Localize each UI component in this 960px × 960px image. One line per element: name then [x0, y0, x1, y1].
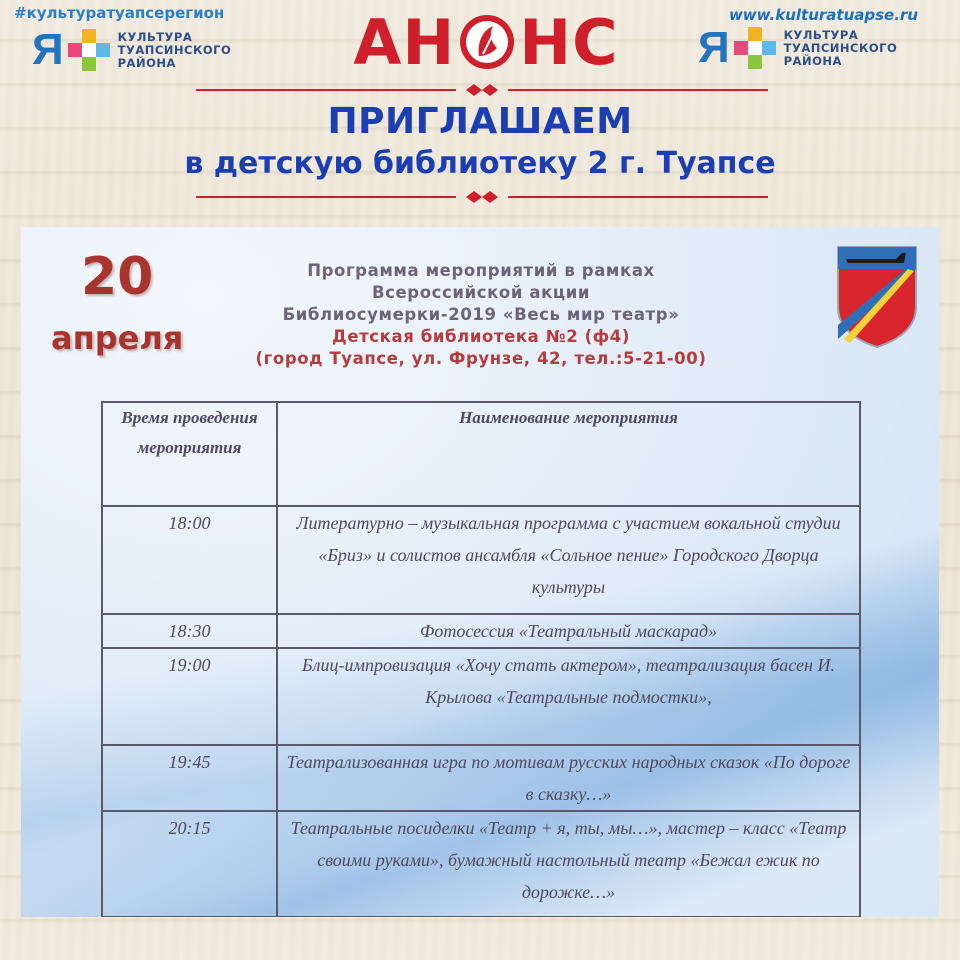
date-month: апреля — [51, 319, 184, 357]
event-time: 18:30 — [102, 614, 277, 648]
event-name: Фотосессия «Театральный маскарад» — [277, 614, 860, 648]
table-header-time: Время проведения мероприятия — [102, 402, 277, 506]
event-time: 19:45 — [102, 745, 277, 811]
brand-letter: Я — [698, 23, 730, 72]
table-row — [102, 811, 860, 917]
ornament-divider-top — [196, 83, 768, 97]
cross-logo-icon — [734, 27, 776, 69]
brand-logo-right — [698, 23, 898, 72]
anons-title — [346, 6, 626, 78]
brand-text: КУЛЬТУРА ТУАПСИНСКОГО РАЙОНА — [117, 29, 232, 70]
anons-right: НС — [519, 5, 619, 79]
event-name: Литературно – музыкальная программа с участием вокальной студии «Бриз» и солистов ансамбля «Сольное пение» Городского Дворца культуры — [277, 506, 860, 614]
anons-left: АН — [353, 5, 456, 79]
schedule-table — [101, 401, 861, 917]
program-title: Программа мероприятий в рамках Всероссийской акции Библиосумерки-2019 «Весь мир театр» Детская библиотека №2 (ф4) (город Туапсе, ул. Фрунзе, 42, тел.:5-21-00) — [201, 260, 761, 370]
library-address: (город Туапсе, ул. Фрунзе, 42, тел.:5-21-00) — [255, 349, 707, 368]
table-row — [102, 648, 860, 745]
cross-logo-icon — [68, 29, 110, 71]
event-name: Блиц-импровизация «Хочу стать актером», театрализация басен И. Крылова «Театральные подмостки», — [277, 648, 860, 745]
brand-letter: Я — [32, 25, 64, 74]
brand-text: КУЛЬТУРА ТУАПСИНСКОГО РАЙОНА — [783, 27, 898, 68]
event-poster — [21, 227, 939, 917]
table-header-event: Наименование мероприятия — [277, 402, 860, 506]
table-row — [102, 745, 860, 811]
table-header-row — [102, 402, 860, 506]
event-name: Театральные посиделки «Театр + я, ты, мы…», мастер – класс «Театр своими руками», бумажный настольный театр «Бежал ежик по дорожке…» — [277, 811, 860, 917]
site-url[interactable]: www.kulturatuapse.ru — [728, 6, 918, 24]
invite-subheading: в детскую библиотеку 2 г. Туапсе — [184, 146, 776, 181]
event-name: Театрализованная игра по мотивам русских народных сказок «По дороге в сказку…» — [277, 745, 860, 811]
library-name: Детская библиотека №2 (ф4) — [332, 327, 630, 346]
date-day: 20 — [81, 247, 154, 307]
event-time: 19:00 — [102, 648, 277, 745]
invite-heading: ПРИГЛАШАЕМ — [327, 101, 633, 142]
coat-of-arms-icon — [836, 245, 918, 349]
hashtag: #культуратуапсерегион — [14, 4, 225, 22]
table-row — [102, 506, 860, 614]
event-time: 18:00 — [102, 506, 277, 614]
table-row — [102, 614, 860, 648]
event-time: 20:15 — [102, 811, 277, 917]
ornament-divider-bottom — [196, 190, 768, 204]
culture-emblem-icon — [457, 12, 517, 72]
brand-logo-left — [32, 25, 232, 74]
